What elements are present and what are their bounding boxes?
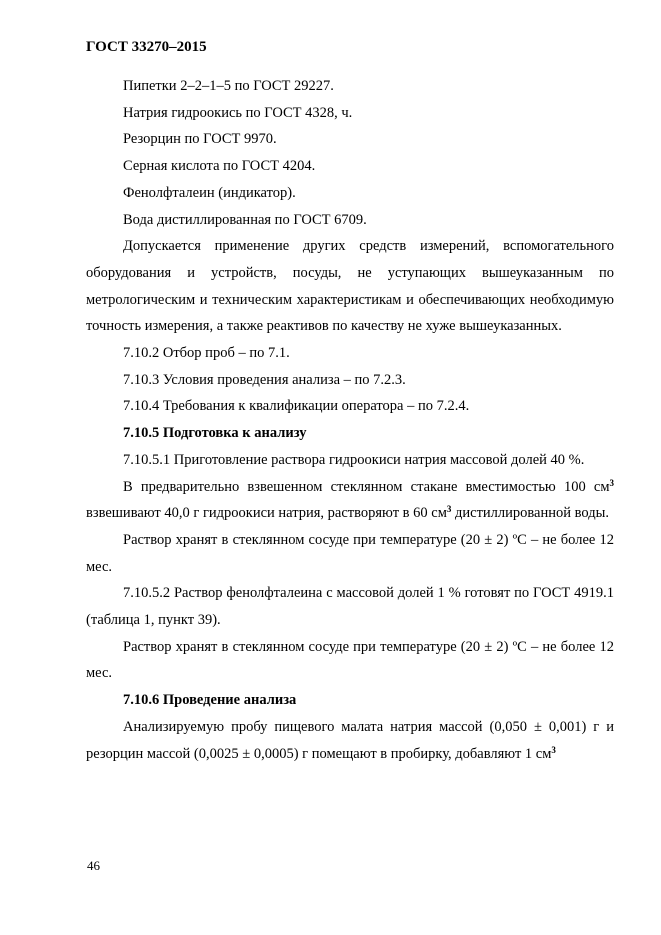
document-header: ГОСТ 33270–2015 xyxy=(86,39,207,55)
paragraph-7-10-5-2: 7.10.5.2 Раствор фенолфталеина с массовой долей 1 % готовят по ГОСТ 4919.1 (таблица 1, пункт 39). xyxy=(86,585,614,629)
paragraph-7-10-5-1: 7.10.5.1 Приготовление раствора гидроокиси натрия массовой долей 40 %. xyxy=(123,451,585,468)
section-heading-7-10-6: 7.10.6 Проведение анализа xyxy=(123,692,297,709)
paragraph-storage-1: Раствор хранят в стеклянном сосуде при температуре (20 ± 2) ºС – не более 12 мес. xyxy=(86,531,614,575)
analysis-text: Анализируемую пробу пищевого малата натрия массой (0,050 ± 0,001) г и резорцин массой (0,0025 ± 0,0005) г помещают в пробирку, добавляют 1 см xyxy=(86,718,614,762)
weighing-text-part-3: дистиллированной воды. xyxy=(451,505,609,522)
paragraph-sodium-hydroxide: Натрия гидроокись по ГОСТ 4328, ч. xyxy=(123,104,353,121)
paragraph-phenolphthalein: Фенолфталеин (индикатор). xyxy=(123,184,296,201)
paragraph-pipettes: Пипетки 2–2–1–5 по ГОСТ 29227. xyxy=(123,78,334,94)
paragraph-storage-2: Раствор хранят в стеклянном сосуде при температуре (20 ± 2) ºС – не более 12 мес. xyxy=(86,638,614,682)
paragraph-distilled-water: Вода дистиллированная по ГОСТ 6709. xyxy=(123,211,367,228)
body-text xyxy=(86,73,614,767)
paragraph-7-10-4: 7.10.4 Требования к квалификации оператора – по 7.2.4. xyxy=(123,398,470,415)
paragraph-sulfuric-acid: Серная кислота по ГОСТ 4204. xyxy=(123,158,316,175)
weighing-text-part-1: В предварительно взвешенном стеклянном стакане вместимостью 100 см xyxy=(123,478,610,495)
section-heading-7-10-5: 7.10.5 Подготовка к анализу xyxy=(123,425,307,442)
paragraph-analysis-procedure xyxy=(86,714,614,767)
superscript-3: 3 xyxy=(609,477,614,488)
superscript-3: 3 xyxy=(446,504,452,515)
paragraph-resorcinol: Резорцин по ГОСТ 9970. xyxy=(123,131,277,148)
paragraph-weighing-procedure xyxy=(86,474,614,527)
paragraph-allowed-alternatives: Допускается применение других средств измерений, вспомогательного оборудования и устройств, посуды, не уступающих вышеуказанным по метрологическим и техническим характеристикам и обеспечивающих необходимую точность измерения, а также реактивов по качеству не хуже вышеуказанных. xyxy=(86,238,614,335)
paragraph-7-10-2: 7.10.2 Отбор проб – по 7.1. xyxy=(123,345,290,362)
weighing-text-part-2: взвешивают 40,0 г гидроокиси натрия, растворяют в 60 см xyxy=(86,505,447,522)
page-number: 46 xyxy=(87,858,100,873)
superscript-3: 3 xyxy=(551,744,556,755)
paragraph-7-10-3: 7.10.3 Условия проведения анализа – по 7.2.3. xyxy=(123,371,406,388)
